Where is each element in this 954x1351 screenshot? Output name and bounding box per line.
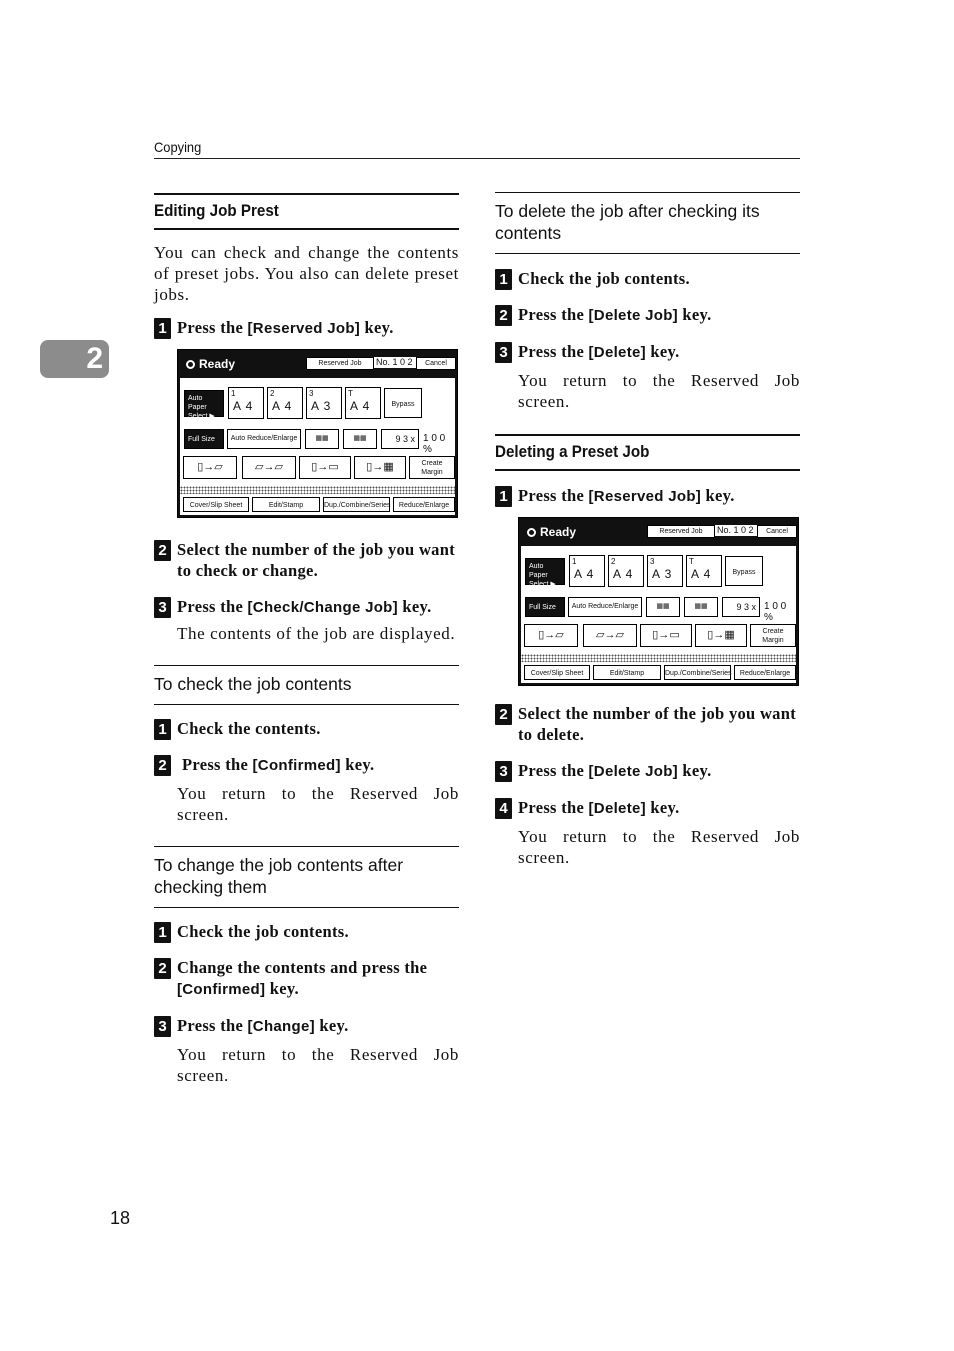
step-number: 3 bbox=[495, 761, 512, 782]
screen-title-bar bbox=[180, 352, 455, 378]
paper-tray-2[interactable]: 2 A 4 bbox=[608, 555, 644, 587]
paper-tray-3[interactable]: 3 A 3 bbox=[306, 387, 342, 419]
step-item bbox=[154, 539, 459, 581]
step-item bbox=[495, 341, 800, 412]
step-number: 2 bbox=[495, 305, 512, 326]
step-number: 3 bbox=[495, 342, 512, 363]
step-number: 3 bbox=[154, 1016, 171, 1037]
create-margin-button[interactable]: Create Margin bbox=[409, 456, 455, 479]
step-item bbox=[154, 754, 459, 825]
step-text: Press the [Check/Change Job] key. bbox=[177, 597, 432, 616]
step-text: Press the [Delete] key. bbox=[518, 342, 680, 361]
auto-reduce-enlarge-button[interactable]: Auto Reduce/Enlarge bbox=[227, 429, 301, 449]
ready-icon bbox=[186, 360, 195, 369]
step-text: Check the job contents. bbox=[177, 922, 349, 941]
step-item bbox=[154, 596, 459, 644]
cancel-button[interactable]: Cancel bbox=[416, 357, 456, 370]
step-number: 2 bbox=[495, 704, 512, 725]
step-text: Press the [Reserved Job] key. bbox=[518, 486, 735, 505]
step-item bbox=[495, 485, 800, 507]
copier-screen bbox=[177, 349, 458, 518]
ratio-preset-icon[interactable]: ▦▦ bbox=[646, 597, 680, 617]
current-ratio: 1 0 0 % bbox=[764, 601, 787, 623]
step-text: Press the [Change] key. bbox=[177, 1016, 349, 1035]
step-item bbox=[495, 703, 800, 745]
running-title: Copying bbox=[154, 139, 202, 155]
paper-tray-large-capacity[interactable]: T A 4 bbox=[345, 387, 381, 419]
ratio-preset-icon[interactable]: ▦▦ bbox=[684, 597, 718, 617]
copier-screen bbox=[518, 517, 799, 686]
step-result: You return to the Reserved Job screen. bbox=[518, 827, 800, 867]
step-number: 1 bbox=[495, 269, 512, 290]
tab-dup-combine-series[interactable]: Dup./Combine/Series bbox=[664, 665, 731, 680]
current-ratio: 1 0 0 % bbox=[423, 433, 446, 455]
tab-edit-stamp[interactable]: Edit/Stamp bbox=[593, 665, 661, 680]
subsection-heading-change: To change the job contents after checking them bbox=[154, 846, 459, 908]
duplex-mode-icon[interactable]: ▱→▱ bbox=[583, 624, 637, 647]
tab-reduce-enlarge[interactable]: Reduce/Enlarge bbox=[734, 665, 796, 680]
reserved-job-button[interactable]: Reserved Job bbox=[647, 525, 715, 538]
step-item bbox=[154, 957, 459, 1000]
step-item bbox=[154, 317, 459, 339]
step-item bbox=[495, 760, 800, 782]
combine-mode-icon[interactable]: ▯→▦ bbox=[695, 624, 747, 647]
duplex-mode-icon[interactable]: ▯→▱ bbox=[524, 624, 578, 647]
tab-edit-stamp[interactable]: Edit/Stamp bbox=[252, 497, 320, 512]
step-text: Check the contents. bbox=[177, 719, 321, 738]
step-item bbox=[154, 1015, 459, 1086]
step-item bbox=[154, 921, 459, 942]
job-number: No. 1 0 2 bbox=[715, 525, 757, 536]
paper-tray-1[interactable]: 1 A 4 bbox=[569, 555, 605, 587]
step-text: Press the [Delete Job] key. bbox=[518, 761, 712, 780]
step-text: Change the contents and press the [Confirmed] key. bbox=[177, 958, 428, 998]
ratio-preset-icon[interactable]: ▦▦ bbox=[305, 429, 339, 449]
auto-reduce-enlarge-button[interactable]: Auto Reduce/Enlarge bbox=[568, 597, 642, 617]
step-number: 1 bbox=[495, 486, 512, 507]
job-number: No. 1 0 2 bbox=[374, 357, 416, 368]
ready-status: Ready bbox=[527, 525, 576, 539]
section-heading-deleting-preset-job: Deleting a Preset Job bbox=[495, 434, 800, 471]
subsection-heading-delete-after-check: To delete the job after checking its contents bbox=[495, 192, 800, 254]
ready-status: Ready bbox=[186, 357, 235, 371]
step-number: 1 bbox=[154, 719, 171, 740]
step-number: 2 bbox=[154, 958, 171, 979]
page-number: 18 bbox=[110, 1208, 131, 1228]
auto-paper-select-button[interactable]: Auto Paper Select ▶ bbox=[184, 390, 224, 417]
full-size-button[interactable]: Full Size bbox=[184, 429, 224, 449]
step-text: Select the number of the job you want to check or change. bbox=[177, 540, 455, 580]
duplex-mode-icon[interactable]: ▱→▱ bbox=[242, 456, 296, 479]
chapter-tab: 2 bbox=[40, 340, 109, 378]
step-text: Press the [Reserved Job] key. bbox=[177, 318, 394, 337]
create-margin-button[interactable]: Create Margin bbox=[750, 624, 796, 647]
combine-mode-icon[interactable]: ▯→▭ bbox=[299, 456, 351, 479]
screen-title-bar bbox=[521, 520, 796, 546]
step-text: Press the [Confirmed] key. bbox=[182, 755, 375, 774]
step-text: Select the number of the job you want to delete. bbox=[518, 704, 796, 744]
tab-cover-slip-sheet[interactable]: Cover/Slip Sheet bbox=[183, 497, 249, 512]
cancel-button[interactable]: Cancel bbox=[757, 525, 797, 538]
paper-tray-2[interactable]: 2 A 4 bbox=[267, 387, 303, 419]
step-result: You return to the Reserved Job screen. bbox=[518, 371, 800, 411]
step-number: 3 bbox=[154, 597, 171, 618]
step-item bbox=[495, 304, 800, 326]
step-number: 1 bbox=[154, 318, 171, 339]
step-number: 2 bbox=[154, 540, 171, 561]
step-result: You return to the Reserved Job screen. bbox=[177, 784, 459, 824]
ratio-preset-icon[interactable]: ▦▦ bbox=[343, 429, 377, 449]
duplex-mode-icon[interactable]: ▯→▱ bbox=[183, 456, 237, 479]
left-column bbox=[154, 193, 459, 1086]
paper-tray-3[interactable]: 3 A 3 bbox=[647, 555, 683, 587]
step-item bbox=[154, 718, 459, 739]
step-number: 1 bbox=[154, 922, 171, 943]
combine-mode-icon[interactable]: ▯→▦ bbox=[354, 456, 406, 479]
bypass-tray-button[interactable]: Bypass bbox=[725, 556, 763, 586]
ready-icon bbox=[527, 528, 536, 537]
tab-cover-slip-sheet[interactable]: Cover/Slip Sheet bbox=[524, 665, 590, 680]
step-text: Press the [Delete Job] key. bbox=[518, 305, 712, 324]
step-number: 2 bbox=[154, 755, 171, 776]
ratio-93-button[interactable]: 9 3 x bbox=[722, 597, 760, 617]
section-heading-editing-job-preset: Editing Job Prest bbox=[154, 193, 459, 230]
ratio-93-button[interactable]: 9 3 x bbox=[381, 429, 419, 449]
combine-mode-icon[interactable]: ▯→▭ bbox=[640, 624, 692, 647]
header-rule bbox=[154, 158, 800, 159]
separator-pattern bbox=[180, 486, 455, 494]
subsection-heading-check: To check the job contents bbox=[154, 665, 459, 705]
intro-paragraph: You can check and change the contents of preset jobs. You also can delete preset jobs. bbox=[154, 243, 459, 304]
paper-tray-large-capacity[interactable]: T A 4 bbox=[686, 555, 722, 587]
tab-dup-combine-series[interactable]: Dup./Combine/Series bbox=[323, 497, 390, 512]
right-column bbox=[495, 192, 800, 868]
step-text: Check the job contents. bbox=[518, 269, 690, 288]
reserved-job-button[interactable]: Reserved Job bbox=[306, 357, 374, 370]
step-number: 4 bbox=[495, 798, 512, 819]
full-size-button[interactable]: Full Size bbox=[525, 597, 565, 617]
separator-pattern bbox=[521, 654, 796, 662]
tab-reduce-enlarge[interactable]: Reduce/Enlarge bbox=[393, 497, 455, 512]
bypass-tray-button[interactable]: Bypass bbox=[384, 388, 422, 418]
step-result: You return to the Reserved Job screen. bbox=[177, 1045, 459, 1085]
step-item bbox=[495, 797, 800, 868]
step-result: The contents of the job are displayed. bbox=[177, 624, 456, 643]
auto-paper-select-button[interactable]: Auto Paper Select ▶ bbox=[525, 558, 565, 585]
paper-tray-1[interactable]: 1 A 4 bbox=[228, 387, 264, 419]
step-item bbox=[495, 268, 800, 289]
step-text: Press the [Delete] key. bbox=[518, 798, 680, 817]
